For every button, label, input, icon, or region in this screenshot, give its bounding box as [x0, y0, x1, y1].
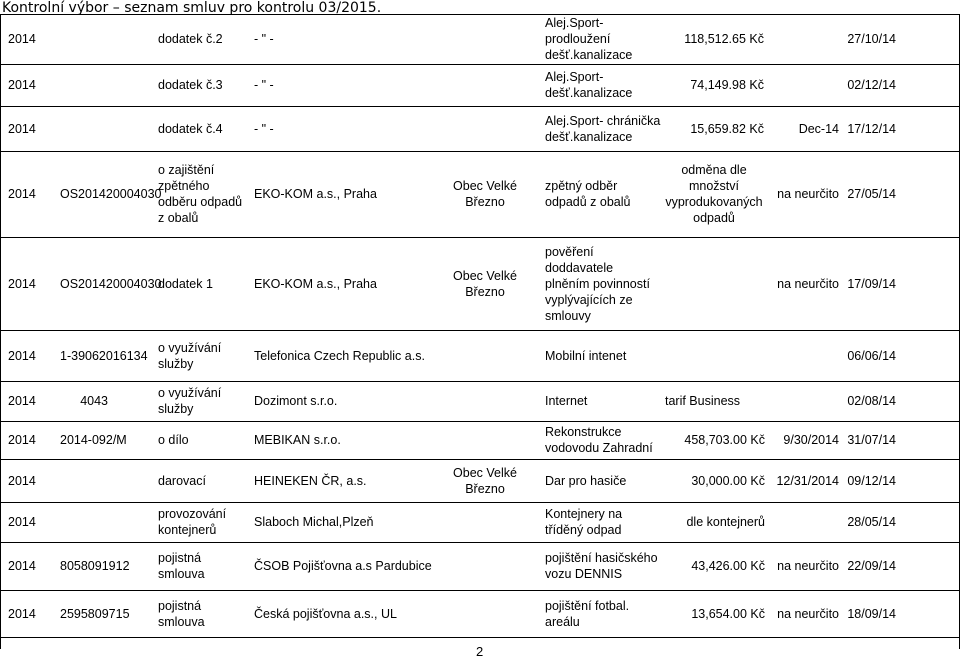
cell-year: 2014 — [8, 349, 36, 363]
cell-date: 28/05/14 — [847, 515, 896, 529]
cell-price: 13,654.00 Kč — [691, 607, 765, 621]
cell-partner: - " - — [254, 32, 274, 46]
cell-description: Alej.Sport- dešť.kanalizace — [545, 70, 633, 100]
cell-description: Alej.Sport- prodloužení dešť.kanalizace — [545, 16, 633, 62]
cell-year: 2014 — [8, 277, 36, 291]
row-rule — [0, 590, 960, 591]
row-rule — [0, 542, 960, 543]
cell-validity: na neurčito — [777, 607, 839, 621]
cell-price: 15,659.82 Kč — [690, 122, 764, 136]
cell-number: 2014-092/M — [60, 433, 127, 447]
cell-number: OS201420004030 — [60, 277, 162, 291]
page-number: 2 — [476, 644, 484, 659]
cell-price: 118,512.65 Kč — [684, 32, 764, 46]
cell-date: 06/06/14 — [847, 349, 896, 363]
cell-year: 2014 — [8, 78, 36, 92]
cell-description: zpětný odběr odpadů z obalů — [545, 179, 631, 209]
cell-validity: 12/31/2014 — [776, 474, 839, 488]
row-rule — [0, 459, 960, 460]
row-rule — [0, 502, 960, 503]
cell-subject: dodatek č.3 — [158, 78, 223, 92]
cell-number: 2595809715 — [60, 607, 130, 621]
cell-subject: dodatek č.4 — [158, 122, 223, 136]
cell-date: 17/09/14 — [847, 277, 896, 291]
cell-date: 27/05/14 — [847, 187, 896, 201]
cell-description: Alej.Sport- chránička dešť.kanalizace — [545, 114, 661, 144]
row-rule — [0, 421, 960, 422]
cell-partner: Česká pojišťovna a.s., UL — [254, 607, 397, 621]
row-rule — [0, 381, 960, 382]
cell-office: Obec Velké Březno — [453, 179, 517, 209]
cell-validity: Dec-14 — [798, 122, 839, 136]
row-rule — [0, 106, 960, 107]
cell-number: 8058091912 — [60, 559, 130, 573]
cell-partner: HEINEKEN ČR, a.s. — [254, 474, 367, 488]
cell-year: 2014 — [8, 32, 36, 46]
cell-year: 2014 — [8, 433, 36, 447]
cell-subject: darovací — [158, 474, 206, 488]
row-rule — [0, 237, 960, 238]
cell-year: 2014 — [8, 515, 36, 529]
cell-validity: na neurčito — [777, 559, 839, 573]
cell-validity: 9/30/2014 — [783, 433, 839, 447]
cell-date: 22/09/14 — [847, 559, 896, 573]
cell-subject: o zajištění zpětného odběru odpadů z obalů — [158, 163, 243, 225]
cell-year: 2014 — [8, 187, 36, 201]
cell-description: Mobilní intenet — [545, 349, 627, 363]
cell-date: 17/12/14 — [847, 122, 896, 136]
cell-description: pojištění fotbal. areálu — [545, 599, 630, 629]
cell-subject: dodatek 1 — [158, 277, 213, 291]
cell-price: 30,000.00 Kč — [691, 474, 765, 488]
window-title: Kontrolní výbor – seznam smluv pro kontrolu 03/2015. — [2, 0, 382, 16]
cell-description: pověření doddavatele plněním povinností vyplývajících ze smlouvy — [545, 245, 650, 323]
cell-price: tarif Business — [665, 394, 741, 408]
cell-price: 43,426.00 Kč — [691, 559, 765, 573]
cell-office: Obec Velké Březno — [453, 466, 517, 496]
cell-number: OS201420004030 — [60, 187, 162, 201]
cell-price: 458,703.00 Kč — [684, 433, 765, 447]
cell-year: 2014 — [8, 559, 36, 573]
table-border — [0, 14, 1, 649]
cell-date: 02/12/14 — [847, 78, 896, 92]
cell-subject: pojistná smlouva — [158, 599, 205, 629]
row-rule — [0, 14, 960, 15]
cell-partner: - " - — [254, 122, 274, 136]
row-rule — [0, 637, 960, 638]
cell-subject: o dílo — [158, 433, 189, 447]
cell-year: 2014 — [8, 394, 36, 408]
cell-number: 1-39062016134 — [60, 349, 148, 363]
cell-year: 2014 — [8, 122, 36, 136]
cell-date: 31/07/14 — [847, 433, 896, 447]
cell-date: 09/12/14 — [847, 474, 896, 488]
cell-subject: dodatek č.2 — [158, 32, 223, 46]
cell-year: 2014 — [8, 607, 36, 621]
cell-partner: Telefonica Czech Republic a.s. — [254, 349, 425, 363]
cell-description: Internet — [545, 394, 588, 408]
cell-validity: na neurčito — [777, 187, 839, 201]
cell-office: Obec Velké Březno — [453, 269, 517, 299]
cell-partner: ČSOB Pojišťovna a.s Pardubice — [254, 559, 432, 573]
cell-date: 18/09/14 — [847, 607, 896, 621]
cell-subject: o využívání služby — [158, 386, 222, 416]
row-rule — [0, 151, 960, 152]
cell-subject: pojistná smlouva — [158, 551, 205, 581]
cell-partner: EKO-KOM a.s., Praha — [254, 187, 377, 201]
cell-year: 2014 — [8, 474, 36, 488]
cell-date: 27/10/14 — [847, 32, 896, 46]
cell-description: Dar pro hasiče — [545, 474, 627, 488]
cell-subject: o využívání služby — [158, 341, 222, 371]
cell-partner: Slaboch Michal,Plzeň — [254, 515, 374, 529]
cell-price: 74,149.98 Kč — [690, 78, 764, 92]
row-rule — [0, 330, 960, 331]
cell-price: odměna dle množství vyprodukovaných odpadů — [665, 163, 763, 225]
cell-partner: Dozimont s.r.o. — [254, 394, 338, 408]
cell-date: 02/08/14 — [847, 394, 896, 408]
cell-partner: MEBIKAN s.r.o. — [254, 433, 341, 447]
cell-validity: na neurčito — [777, 277, 839, 291]
cell-description: pojištění hasičského vozu DENNIS — [545, 551, 658, 581]
row-rule — [0, 64, 960, 65]
cell-description: Kontejnery na tříděný odpad — [545, 507, 623, 537]
cell-number: 4043 — [80, 394, 108, 408]
cell-price: dle kontejnerů — [686, 515, 765, 529]
cell-partner: EKO-KOM a.s., Praha — [254, 277, 377, 291]
cell-subject: provozování kontejnerů — [158, 507, 227, 537]
cell-description: Rekonstrukce vodovodu Zahradní — [545, 425, 653, 455]
cell-partner: - " - — [254, 78, 274, 92]
